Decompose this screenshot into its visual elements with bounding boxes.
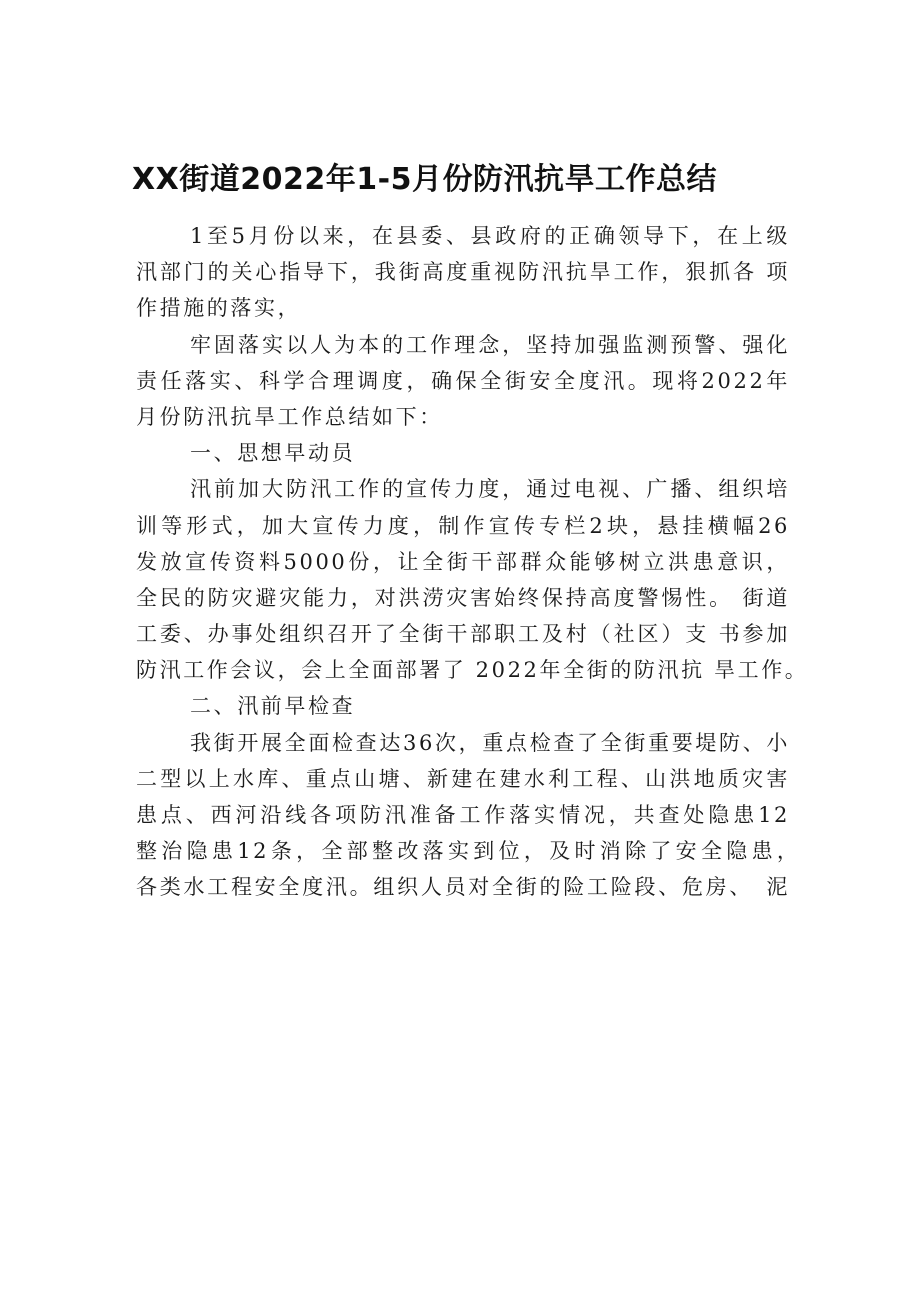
body-line: 作措施的落实， xyxy=(136,296,302,321)
body-line: 工委、办事处组织召开了全街干部职工及村（社区）支 书参加 xyxy=(136,622,790,647)
body-line: 患点、西河沿线各项防汛准备工作落实情况，共查处隐患12 xyxy=(136,803,790,827)
body-line: 二、汛前早检查 xyxy=(190,694,356,719)
body-line: 汛部门的关心指导下，我街高度重视防汛抗旱工作，狠抓各 项 xyxy=(136,260,790,285)
body-line: 一、思想早动员 xyxy=(190,441,356,466)
document-body xyxy=(136,218,809,906)
body-line: 汛前加大防汛工作的宣传力度，通过电视、广播、组织培 xyxy=(190,477,790,502)
body-line: 各类水工程安全度汛。组织人员对全街的险工险段、危房、 泥 xyxy=(136,875,790,900)
body-line: 全民的防灾避灾能力，对洪涝灾害始终保持高度警惕性。 街道 xyxy=(136,585,790,610)
body-line: 防汛工作会议，会上全面部署了 2022年全街的防汛抗 旱工作。 xyxy=(136,658,809,683)
body-line: 训等形式，加大宣传力度，制作宣传专栏2块，悬挂横幅26 xyxy=(136,513,790,538)
body-line: 责任落实、科学合理调度，确保全街安全度汛。现将2022年 xyxy=(136,368,790,393)
body-line: 月份防汛抗旱工作总结如下： xyxy=(136,404,443,429)
body-line: 1至5月份以来，在县委、县政府的正确领导下，在上级 xyxy=(190,224,790,248)
document-title: XX街道2022年1-5月份防汛抗旱工作总结 xyxy=(132,162,717,197)
body-line: 牢固落实以人为本的工作理念，坚持加强监测预警、强化 xyxy=(190,332,790,357)
body-line: 二型以上水库、重点山塘、新建在建水利工程、山洪地质灾害 xyxy=(136,766,790,791)
body-line: 整治隐患12条，全部整改落实到位，及时消除了安全隐患， xyxy=(136,839,790,864)
body-line: 我街开展全面检查达36次，重点检查了全街重要堤防、小 xyxy=(190,730,790,755)
body-line: 发放宣传资料5000份，让全街干部群众能够树立洪患意识， xyxy=(136,549,790,574)
